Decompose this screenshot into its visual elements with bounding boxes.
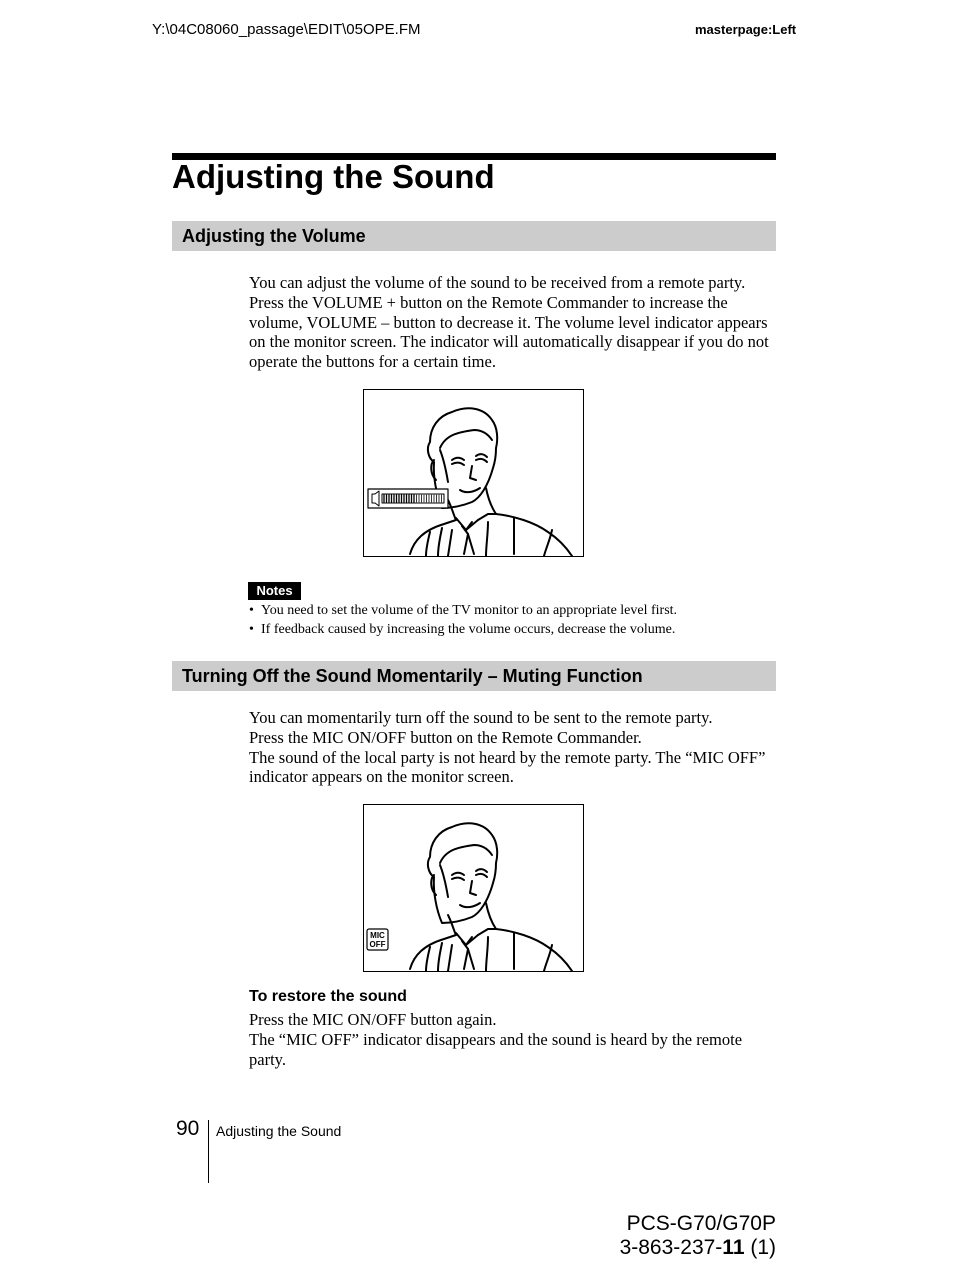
volume-level-indicator: [368, 489, 448, 508]
note-text: You need to set the volume of the TV monitor to an appropriate level first.: [261, 603, 678, 618]
page-title: Adjusting the Sound: [172, 158, 495, 195]
paragraph: You can adjust the volume of the sound to be received from a remote party.: [249, 273, 746, 292]
volume-figure: [363, 389, 584, 557]
person-illustration: [410, 823, 572, 971]
paragraph: Press the VOLUME + button on the Remote Commander to increase the volume, VOLUME – button to decrease it. The volume level indicator appears on the monitor screen. The indicator will automatically disappear if you do not operate the buttons for a certain time.: [249, 292, 769, 372]
section-body: [249, 273, 779, 372]
bullet: •: [249, 621, 254, 637]
restore-heading: To restore the sound: [249, 988, 407, 1005]
paragraph: Press the MIC ON/OFF button again.: [249, 1010, 497, 1029]
section-body: [249, 708, 779, 787]
paragraph: The sound of the local party is not heard by the remote party. The “MIC OFF” indicator appears on the monitor screen.: [249, 747, 766, 787]
section-heading: Adjusting the Volume: [182, 226, 366, 246]
mic-off-text-line1: MIC: [370, 931, 385, 940]
notes-list: [249, 602, 779, 639]
paragraph: You can momentarily turn off the sound to be sent to the remote party.: [249, 708, 713, 727]
mic-off-figure: [363, 804, 584, 972]
note-text: If feedback caused by increasing the volume occurs, decrease the volume.: [261, 621, 676, 637]
paragraph: Press the MIC ON/OFF button on the Remote Commander.: [249, 727, 642, 747]
masterpage-label: masterpage:Left: [695, 22, 797, 37]
note-item: [249, 621, 779, 640]
section-heading: Turning Off the Sound Momentarily – Muting Function: [182, 666, 643, 686]
running-title: Adjusting the Sound: [216, 1123, 342, 1139]
part-suffix: (1): [744, 1236, 776, 1259]
part-bold: 11: [722, 1236, 745, 1259]
part-prefix: 3-863-237-: [619, 1236, 723, 1259]
bullet: •: [249, 603, 254, 618]
section-heading-bar: [172, 221, 776, 251]
file-path: Y:\04C08060_passage\EDIT\05OPE.FM: [152, 21, 421, 38]
page-number: 90: [176, 1117, 200, 1140]
notes-label: Notes: [248, 582, 301, 600]
restore-body: [249, 1010, 779, 1069]
footer-divider: [208, 1120, 209, 1183]
section-heading-bar: [172, 661, 776, 691]
note-item: [249, 602, 779, 621]
model-number: PCS-G70/G70P: [626, 1212, 776, 1235]
mic-off-indicator: [367, 929, 388, 950]
person-illustration: [410, 408, 572, 556]
mic-off-text-line2: OFF: [369, 940, 386, 949]
part-number: [560, 1236, 776, 1260]
paragraph: The “MIC OFF” indicator disappears and the sound is heard by the remote party.: [249, 1029, 743, 1069]
